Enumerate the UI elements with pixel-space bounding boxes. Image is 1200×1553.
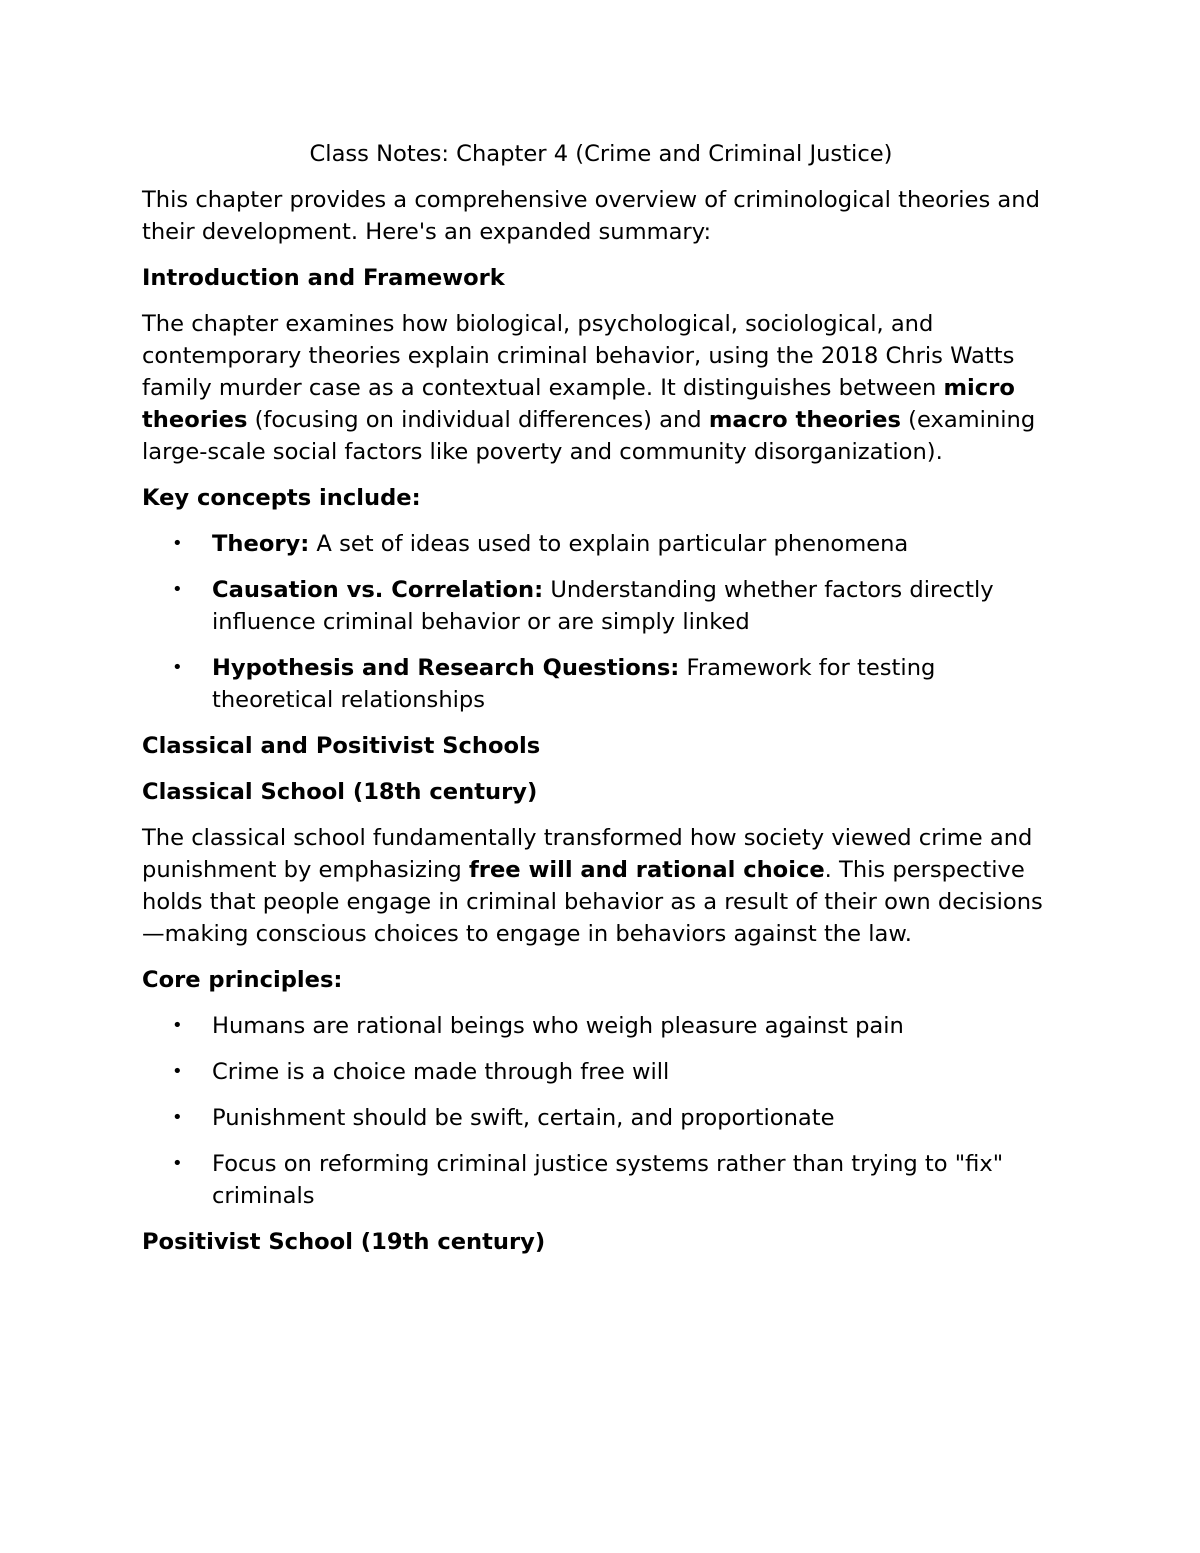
list-item — [142, 652, 1060, 716]
heading-classical-positivist-schools: Classical and Positivist Schools — [142, 733, 541, 759]
concept-term: Theory: — [212, 531, 310, 557]
classical-bold-free-will: free will and rational choice — [468, 857, 825, 883]
classical-text-2: . This perspective holds that people engage in criminal behavior as a result of their own decisions—making conscious choices to engage in behaviors against the law. — [142, 857, 1043, 947]
classical-paragraph — [142, 822, 1060, 950]
intro-paragraph: This chapter provides a comprehensive overview of criminological theories and their development. Here's an expanded summary: — [142, 187, 1040, 245]
principle-text: Crime is a choice made through free will — [212, 1059, 670, 1085]
bullet-icon: • — [172, 579, 183, 600]
concept-term: Hypothesis and Research Questions: — [212, 655, 680, 681]
list-item — [142, 528, 1060, 560]
bullet-icon: • — [172, 1061, 183, 1082]
list-item — [142, 1148, 1060, 1212]
framework-text-1: The chapter examines how biological, psychological, sociological, and contemporary theories explain criminal behavior, using the 2018 Chris Watts family murder case as a contextual example. It distinguishes between — [142, 311, 1015, 401]
heading-classical-school: Classical School (18th century) — [142, 779, 538, 805]
principle-text: Humans are rational beings who weigh pleasure against pain — [212, 1013, 904, 1039]
heading-core-principles: Core principles: — [142, 967, 343, 993]
list-item — [142, 1102, 1060, 1134]
document-page — [142, 138, 1060, 1272]
heading-key-concepts: Key concepts include: — [142, 485, 421, 511]
heading-introduction-framework: Introduction and Framework — [142, 265, 505, 291]
bullet-icon: • — [172, 657, 183, 678]
framework-text-3: (examining large-scale social factors like poverty and community disorganization). — [142, 407, 1036, 465]
bullet-icon: • — [172, 1153, 183, 1174]
list-item — [142, 1010, 1060, 1042]
concept-desc: A set of ideas used to explain particular phenomena — [309, 531, 909, 557]
concept-desc: Understanding whether factors directly influence criminal behavior or are simply linked — [212, 577, 994, 635]
framework-bold-macro: macro theories — [708, 407, 901, 433]
principle-text: Focus on reforming criminal justice systems rather than trying to "fix" criminals — [212, 1151, 1004, 1209]
list-item — [142, 1056, 1060, 1088]
heading-positivist-school: Positivist School (19th century) — [142, 1229, 546, 1255]
core-principles-list — [142, 1010, 1060, 1212]
list-item — [142, 574, 1060, 638]
bullet-icon: • — [172, 1015, 183, 1036]
bullet-icon: • — [172, 533, 183, 554]
framework-text-2: (focusing on individual differences) and — [247, 407, 709, 433]
principle-text: Punishment should be swift, certain, and proportionate — [212, 1105, 835, 1131]
key-concepts-list — [142, 528, 1060, 716]
bullet-icon: • — [172, 1107, 183, 1128]
document-title: Class Notes: Chapter 4 (Crime and Criminal Justice) — [309, 141, 893, 167]
framework-paragraph — [142, 308, 1060, 468]
framework-bold-micro: micro theories — [142, 375, 1015, 433]
concept-desc: Framework for testing theoretical relationships — [212, 655, 936, 713]
classical-text-1: The classical school fundamentally transformed how society viewed crime and punishment by emphasizing — [142, 825, 1033, 883]
concept-term: Causation vs. Correlation: — [212, 577, 544, 603]
